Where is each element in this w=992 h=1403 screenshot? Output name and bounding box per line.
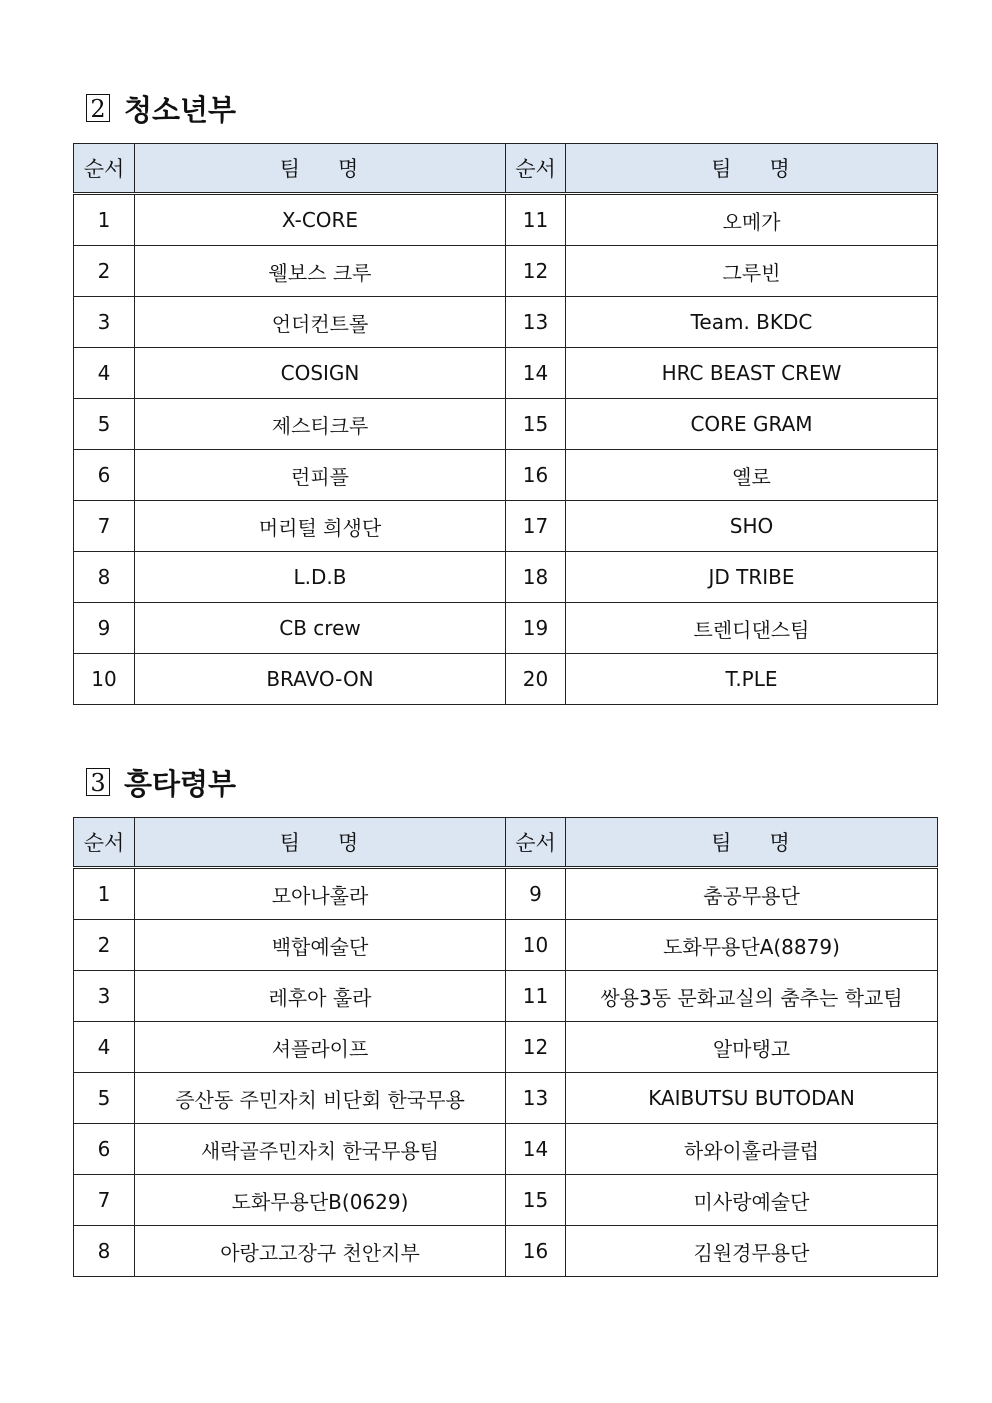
team-name-cell: KAIBUTSU BUTODAN (566, 1073, 938, 1124)
table-row (74, 399, 938, 450)
team-name-cell: 트렌디댄스팀 (566, 603, 938, 654)
team-name-cell: HRC BEAST CREW (566, 348, 938, 399)
team-name-cell: 셔플라이프 (135, 1022, 506, 1073)
table-row (74, 501, 938, 552)
section-number: 2 (86, 94, 110, 122)
table-row (74, 920, 938, 971)
table-header-row (74, 144, 938, 194)
table-row (74, 297, 938, 348)
team-name-cell: 그루빈 (566, 246, 938, 297)
team-name-cell: L.D.B (135, 552, 506, 603)
section-title-youth (86, 88, 236, 128)
order-cell: 13 (506, 297, 566, 348)
team-name-cell: 옐로 (566, 450, 938, 501)
order-cell: 16 (506, 450, 566, 501)
team-name-cell: 도화무용단B(0629) (135, 1175, 506, 1226)
section-title-text: 청소년부 (124, 92, 237, 127)
table-row (74, 971, 938, 1022)
table-row (74, 1022, 938, 1073)
order-cell: 5 (74, 399, 135, 450)
team-name-cell: COSIGN (135, 348, 506, 399)
order-cell: 3 (74, 971, 135, 1022)
order-cell: 8 (74, 552, 135, 603)
section-title-heungtaryeong (86, 762, 236, 802)
order-cell: 11 (506, 194, 566, 246)
team-name-cell: 오메가 (566, 194, 938, 246)
team-name-cell: JD TRIBE (566, 552, 938, 603)
table-row (74, 348, 938, 399)
order-cell: 3 (74, 297, 135, 348)
order-cell: 6 (74, 450, 135, 501)
order-cell: 18 (506, 552, 566, 603)
table-row (74, 1226, 938, 1277)
team-name-cell: 레후아 훌라 (135, 971, 506, 1022)
youth-team-table (73, 143, 938, 705)
team-name-cell: 도화무용단A(8879) (566, 920, 938, 971)
table-row (74, 603, 938, 654)
header-order: 순서 (506, 818, 566, 868)
team-name-cell: SHO (566, 501, 938, 552)
order-cell: 14 (506, 348, 566, 399)
order-cell: 7 (74, 1175, 135, 1226)
order-cell: 4 (74, 348, 135, 399)
header-order: 순서 (74, 144, 135, 194)
order-cell: 17 (506, 501, 566, 552)
order-cell: 8 (74, 1226, 135, 1277)
table-row (74, 246, 938, 297)
table-header-row (74, 818, 938, 868)
team-name-cell: CB crew (135, 603, 506, 654)
section-title-text: 흥타령부 (124, 766, 237, 801)
team-name-cell: 아랑고고장구 천안지부 (135, 1226, 506, 1277)
team-name-cell: 알마탱고 (566, 1022, 938, 1073)
team-name-cell: 웰보스 크루 (135, 246, 506, 297)
team-name-cell: X-CORE (135, 194, 506, 246)
heungtaryeong-team-table (73, 817, 938, 1277)
order-cell: 13 (506, 1073, 566, 1124)
team-name-cell: 춤공무용단 (566, 868, 938, 920)
table-row (74, 654, 938, 705)
table-row (74, 1124, 938, 1175)
order-cell: 15 (506, 399, 566, 450)
order-cell: 6 (74, 1124, 135, 1175)
order-cell: 11 (506, 971, 566, 1022)
team-name-cell: 백합예술단 (135, 920, 506, 971)
table-row (74, 1175, 938, 1226)
order-cell: 9 (74, 603, 135, 654)
header-team-name: 팀 명 (566, 818, 938, 868)
order-cell: 10 (506, 920, 566, 971)
header-team-name: 팀 명 (135, 144, 506, 194)
team-name-cell: 제스티크루 (135, 399, 506, 450)
table-row (74, 1073, 938, 1124)
team-name-cell: Team. BKDC (566, 297, 938, 348)
order-cell: 14 (506, 1124, 566, 1175)
order-cell: 7 (74, 501, 135, 552)
order-cell: 20 (506, 654, 566, 705)
table-row (74, 450, 938, 501)
order-cell: 12 (506, 1022, 566, 1073)
team-name-cell: 새락골주민자치 한국무용팀 (135, 1124, 506, 1175)
table-row (74, 552, 938, 603)
order-cell: 10 (74, 654, 135, 705)
order-cell: 1 (74, 194, 135, 246)
order-cell: 19 (506, 603, 566, 654)
team-name-cell: CORE GRAM (566, 399, 938, 450)
order-cell: 9 (506, 868, 566, 920)
team-name-cell: 하와이훌라클럽 (566, 1124, 938, 1175)
team-name-cell: 머리털 희생단 (135, 501, 506, 552)
order-cell: 2 (74, 246, 135, 297)
order-cell: 1 (74, 868, 135, 920)
order-cell: 2 (74, 920, 135, 971)
table-row (74, 194, 938, 246)
team-name-cell: 모아나훌라 (135, 868, 506, 920)
order-cell: 16 (506, 1226, 566, 1277)
team-name-cell: T.PLE (566, 654, 938, 705)
team-name-cell: 쌍용3동 문화교실의 춤추는 학교팀 (566, 971, 938, 1022)
team-name-cell: 김원경무용단 (566, 1226, 938, 1277)
section-number: 3 (86, 768, 110, 796)
header-team-name: 팀 명 (566, 144, 938, 194)
team-name-cell: 런피플 (135, 450, 506, 501)
team-name-cell: 증산동 주민자치 비단회 한국무용 (135, 1073, 506, 1124)
header-order: 순서 (74, 818, 135, 868)
header-team-name: 팀 명 (135, 818, 506, 868)
header-order: 순서 (506, 144, 566, 194)
table-row (74, 868, 938, 920)
team-name-cell: BRAVO-ON (135, 654, 506, 705)
order-cell: 15 (506, 1175, 566, 1226)
order-cell: 12 (506, 246, 566, 297)
team-name-cell: 미사랑예술단 (566, 1175, 938, 1226)
team-name-cell: 언더컨트롤 (135, 297, 506, 348)
order-cell: 5 (74, 1073, 135, 1124)
order-cell: 4 (74, 1022, 135, 1073)
